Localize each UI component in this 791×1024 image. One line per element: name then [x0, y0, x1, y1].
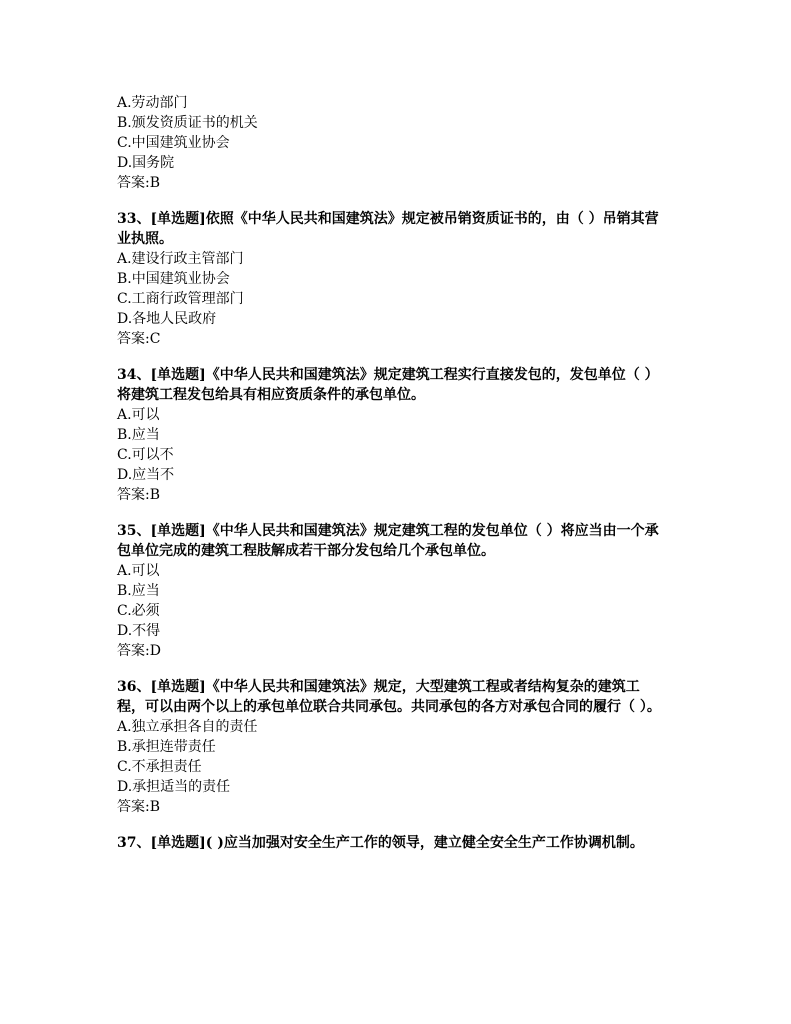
- option-a: A.劳动部门: [117, 95, 188, 111]
- option-c: C.工商行政管理部门: [117, 291, 244, 307]
- option-d: D.应当不: [117, 467, 175, 483]
- option-b: B.应当: [117, 427, 160, 443]
- document-page: [117, 93, 677, 869]
- option-c: C.中国建筑业协会: [117, 135, 230, 151]
- question-text: 33、[单选题]依照《中华人民共和国建筑法》规定被吊销资质证书的，由（ ）吊销其营业执照。: [117, 211, 659, 247]
- question-32-tail: [117, 93, 677, 193]
- option-a: A.可以: [117, 407, 160, 423]
- option-a: A.可以: [117, 563, 160, 579]
- question-35: [117, 521, 677, 661]
- question-text: 36、[单选题]《中华人民共和国建筑法》规定，大型建筑工程或者结构复杂的建筑工程，可以由两个以上的承包单位联合共同承包。共同承包的各方对承包合同的履行（ ）。: [117, 679, 661, 715]
- option-c: C.必须: [117, 603, 160, 619]
- option-b: B.颁发资质证书的机关: [117, 115, 258, 131]
- question-text: 37、[单选题]( )应当加强对安全生产工作的领导，建立健全安全生产工作协调机制。: [117, 835, 644, 851]
- question-36: [117, 677, 677, 817]
- option-b: B.承担连带责任: [117, 739, 216, 755]
- question-34: [117, 365, 677, 505]
- answer: 答案:B: [117, 799, 161, 815]
- option-b: B.应当: [117, 583, 160, 599]
- question-text: 35、[单选题]《中华人民共和国建筑法》规定建筑工程的发包单位（ ）将应当由一个承包单位完成的建筑工程肢解成若干部分发包给几个承包单位。: [117, 523, 659, 559]
- option-a: A.独立承担各自的责任: [117, 719, 258, 735]
- option-c: C.可以不: [117, 447, 174, 463]
- question-37: [117, 833, 677, 853]
- option-d: D.不得: [117, 623, 161, 639]
- answer: 答案:B: [117, 487, 161, 503]
- answer: 答案:C: [117, 331, 161, 347]
- option-d: D.承担适当的责任: [117, 779, 231, 795]
- question-text: 34、[单选题]《中华人民共和国建筑法》规定建筑工程实行直接发包的，发包单位（ ）将建筑工程发包给具有相应资质条件的承包单位。: [117, 367, 659, 403]
- option-a: A.建设行政主管部门: [117, 251, 244, 267]
- option-c: C.不承担责任: [117, 759, 202, 775]
- option-b: B.中国建筑业协会: [117, 271, 230, 287]
- answer: 答案:D: [117, 643, 161, 659]
- option-d: D.国务院: [117, 155, 175, 171]
- answer: 答案:B: [117, 175, 161, 191]
- option-d: D.各地人民政府: [117, 311, 217, 327]
- question-33: [117, 209, 677, 349]
